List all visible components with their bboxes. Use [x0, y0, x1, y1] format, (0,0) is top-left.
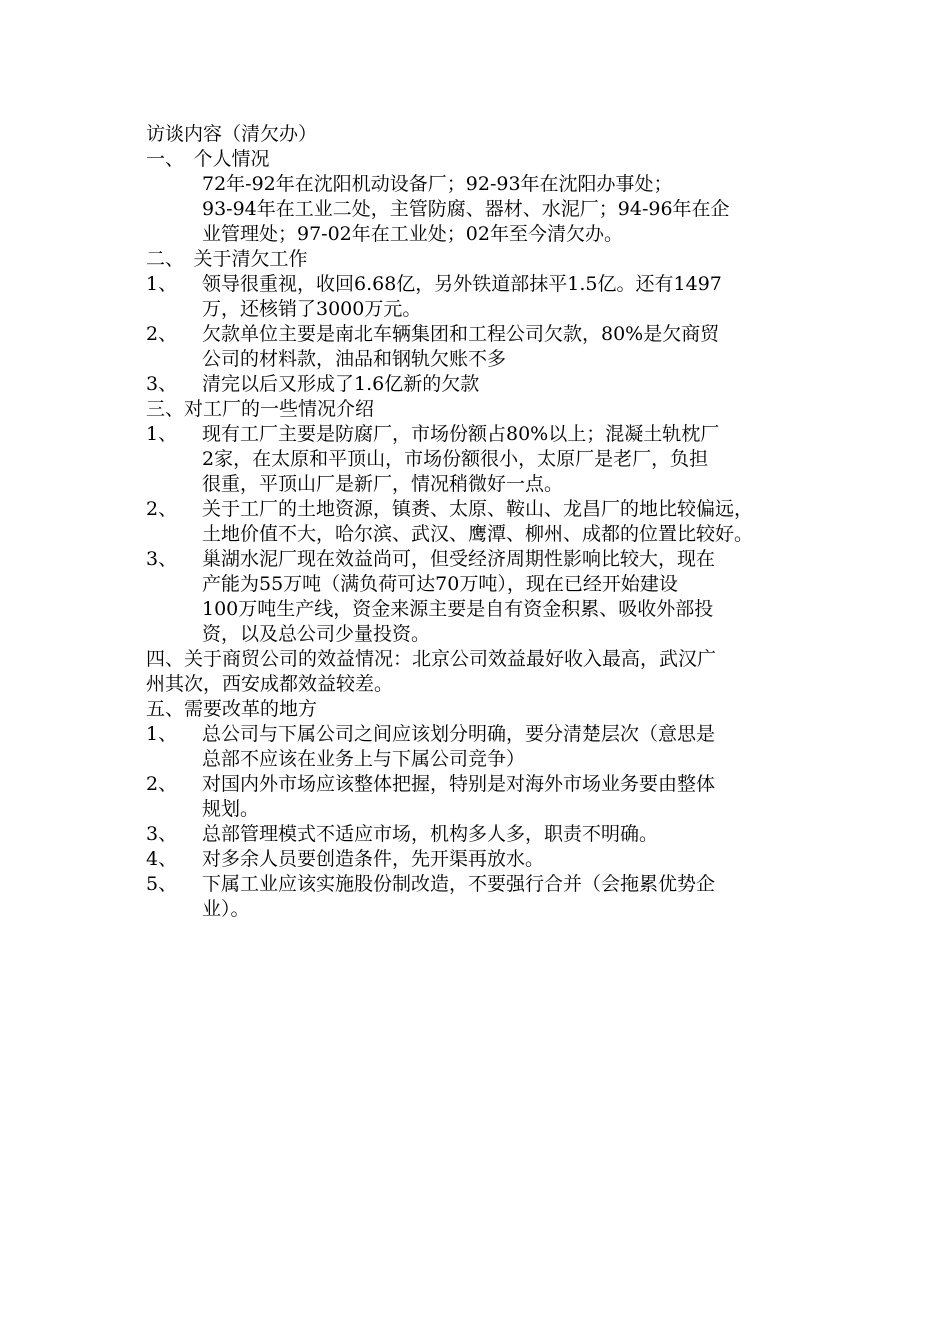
- list-item-number: 1、: [146, 273, 178, 295]
- list-item-number: 1、: [146, 423, 178, 445]
- list-item-number: 2、: [146, 773, 178, 795]
- list-item-number: 3、: [146, 823, 178, 845]
- list-item: [146, 322, 826, 347]
- list-item-continuation: 规划。: [202, 798, 260, 820]
- list-item: [146, 547, 826, 572]
- list-item-text: 领导很重视，收回6.68亿，另外铁道部抹平1.5亿。还有1497: [202, 273, 722, 295]
- document-body: [146, 122, 826, 922]
- list-item-number: 2、: [146, 498, 178, 520]
- list-item-continuation: 100万吨生产线，资金来源主要是自有资金积累、吸收外部投: [202, 598, 714, 620]
- list-item: [146, 422, 826, 447]
- list-item-text: 清完以后又形成了1.6亿新的欠款: [202, 373, 480, 395]
- section-heading-4: 四、关于商贸公司的效益情况：北京公司效益最好收入最高，武汉广: [146, 648, 717, 670]
- list-item-text: 下属工业应该实施股份制改造，不要强行合并（会拖累优势企: [202, 873, 716, 895]
- list-item-text: 欠款单位主要是南北车辆集团和工程公司欠款，80%是欠商贸: [202, 323, 720, 345]
- section-1-line: 业管理处；97-02年在工业处；02年至今清欠办。: [202, 223, 623, 245]
- list-item-continuation: 万，还核销了3000万元。: [202, 298, 422, 320]
- document-title: 访谈内容（清欠办）: [146, 123, 318, 145]
- list-item-continuation: 总部不应该在业务上与下属公司竞争）: [202, 748, 526, 770]
- list-item-continuation: 土地价值不大，哈尔滨、武汉、鹰潭、柳州、成都的位置比较好。: [202, 523, 754, 545]
- list-item-number: 2、: [146, 323, 178, 345]
- list-item-number: 3、: [146, 548, 178, 570]
- list-item-number: 3、: [146, 373, 178, 395]
- list-item-number: 4、: [146, 848, 178, 870]
- section-1-line: 72年-92年在沈阳机动设备厂；92-93年在沈阳办事处；: [202, 173, 673, 195]
- list-item: [146, 372, 826, 397]
- section-heading-1: 一、 个人情况: [146, 148, 270, 170]
- section-heading-4-continuation: 州其次，西安成都效益较差。: [146, 673, 394, 695]
- list-item: [146, 272, 826, 297]
- list-item-continuation: 很重，平顶山厂是新厂，情况稍微好一点。: [202, 473, 564, 495]
- list-item-continuation: 2家，在太原和平顶山，市场份额很小，太原厂是老厂，负担: [202, 448, 709, 470]
- list-item-continuation: 产能为55万吨（满负荷可达70万吨），现在已经开始建设: [202, 573, 678, 595]
- section-1-line: 93-94年在工业二处，主管防腐、器材、水泥厂；94-96年在企: [202, 198, 730, 220]
- list-item: [146, 772, 826, 797]
- list-item-text: 对多余人员要创造条件，先开渠再放水。: [202, 848, 545, 870]
- list-item-continuation: 业）。: [202, 898, 250, 920]
- list-item: [146, 722, 826, 747]
- list-item-number: 5、: [146, 873, 178, 895]
- list-item-number: 1、: [146, 723, 178, 745]
- list-item-text: 总部管理模式不适应市场，机构多人多，职责不明确。: [202, 823, 659, 845]
- list-item-continuation: 资，以及总公司少量投资。: [202, 623, 431, 645]
- list-item: [146, 872, 826, 897]
- list-item-text: 总公司与下属公司之间应该划分明确，要分清楚层次（意思是: [202, 723, 716, 745]
- list-item-continuation: 公司的材料款，油品和钢轨欠账不多: [202, 348, 507, 370]
- section-heading-2: 二、 关于清欠工作: [146, 248, 308, 270]
- section-heading-3: 三、对工厂的一些情况介绍: [146, 398, 375, 420]
- list-item-text: 巢湖水泥厂现在效益尚可，但受经济周期性影响比较大，现在: [202, 548, 716, 570]
- list-item: [146, 847, 826, 872]
- list-item-text: 对国内外市场应该整体把握，特别是对海外市场业务要由整体: [202, 773, 716, 795]
- section-heading-5: 五、需要改革的地方: [146, 698, 318, 720]
- list-item: [146, 822, 826, 847]
- list-item-text: 现有工厂主要是防腐厂，市场份额占80%以上；混凝土轨枕厂: [202, 423, 720, 445]
- list-item: [146, 497, 826, 522]
- list-item-text: 关于工厂的土地资源，镇赉、太原、鞍山、龙昌厂的地比较偏远，: [202, 498, 754, 520]
